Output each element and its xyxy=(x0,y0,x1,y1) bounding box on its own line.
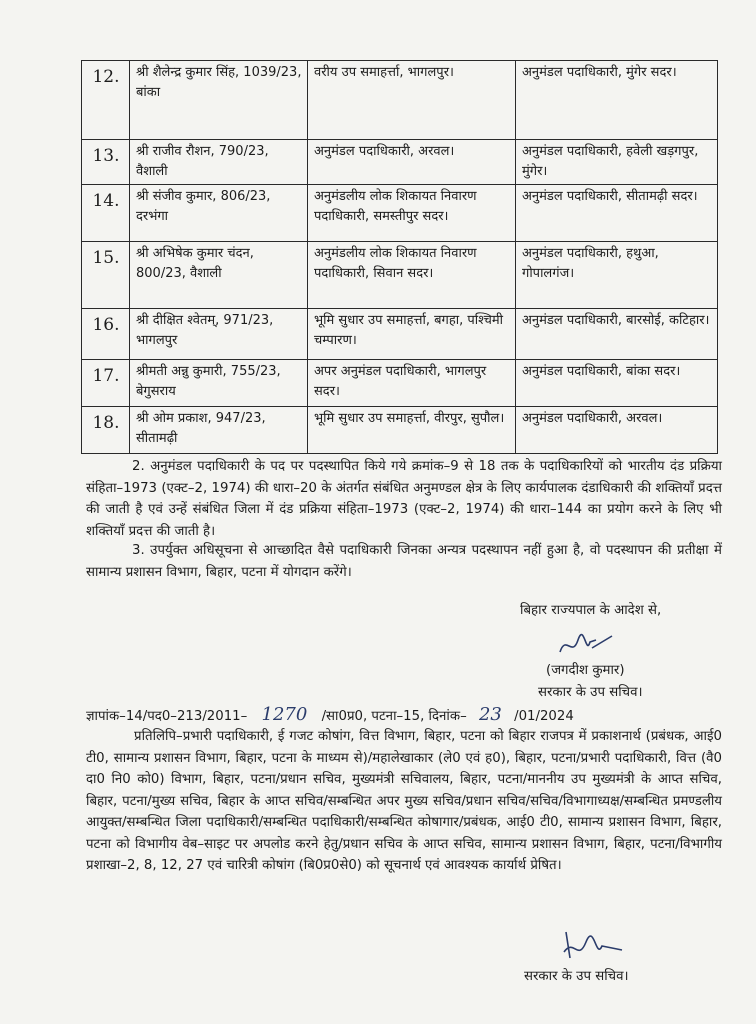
current-post: भूमि सुधार उप समाहर्त्ता, बगहा, पश्चिमी चम्पारण। xyxy=(308,309,516,360)
current-post: भूमि सुधार उप समाहर्त्ता, वीरपुर, सुपौल। xyxy=(308,407,516,454)
officer-name: श्री राजीव रौशन, 790/23, वैशाली xyxy=(130,140,308,185)
officer-name: श्री ओम प्रकाश, 947/23, सीतामढ़ी xyxy=(130,407,308,454)
memo-day-handwritten: 23 xyxy=(478,704,502,725)
new-post: अनुमंडल पदाधिकारी, अरवल। xyxy=(516,407,718,454)
current-post: अपर अनुमंडल पदाधिकारी, भागलपुर सदर। xyxy=(308,360,516,407)
current-post: अनुमंडल पदाधिकारी, अरवल। xyxy=(308,140,516,185)
final-signer-title: सरकार के उप सचिव। xyxy=(524,969,629,984)
table-row xyxy=(82,185,718,242)
new-post: अनुमंडल पदाधिकारी, मुंगेर सदर। xyxy=(516,61,718,140)
paragraph-3: 3. उपर्युक्त अधिसूचना से आच्छादित वैसे पदाधिकारी जिनका अन्यत्र पदस्थापन नहीं हुआ है, वो पदस्थापन की प्रतीक्षा में सामान्य प्रशासन विभाग, बिहार, पटना में योगदान करेंगे। xyxy=(86,543,722,580)
new-post: अनुमंडल पदाधिकारी, सीतामढ़ी सदर। xyxy=(516,185,718,242)
table-row xyxy=(82,407,718,454)
table-row xyxy=(82,360,718,407)
officer-name: श्रीमती अन्नु कुमारी, 755/23, बेगुसराय xyxy=(130,360,308,407)
serial-number: 12. xyxy=(82,61,130,140)
serial-number: 13. xyxy=(82,140,130,185)
table-row xyxy=(82,61,718,140)
table-row xyxy=(82,140,718,185)
copy-distribution: प्रतिलिपि–प्रभारी पदाधिकारी, ई गजट कोषांग, वित्त विभाग, बिहार, पटना को बिहार राजपत्र में प्रकाशनार्थ (प्रबंधक, आई0 टी0, सामान्य प्रशासन विभाग, बिहार, पटना के माध्यम से)/महालेखाकार (ले0 एवं ह0), बिहार, पटना/प्रभारी पदाधिकारी, वित्त (वै0 दा0 नि0 को0) विभाग, बिहार, पटना/प्रधान सचिव, मुख्यमंत्री सचिवालय, बिहार, पटना/माननीय उप मुख्यमंत्री के आप्त सचिव, बिहार, पटना/मुख्य सचिव, बिहार के आप्त सचिव/सम्बन्धित अपर मुख्य सचिव/प्रधान सचिव/सचिव/विभागाध्यक्ष/सम्बन्धित प्रमण्डलीय आयुक्त/सम्बन्धित जिला पदाधिकारी/सम्बन्धित पदाधिकारी/सम्बन्धित कोषागार/प्रबंधक, आई0 टी0, सामान्य प्रशासन विभाग, बिहार, पटना को विभागीय वेब–साइट पर अपलोड करने हेतु/प्रधान सचिव के आप्त सचिव, सामान्य प्रशासन विभाग, बिहार, पटना/विभागीय प्रशाखा–2, 8, 12, 27 एवं चारित्री कोषांग (बि0प्र0से0) को सूचनार्थ एवं आवश्यक कार्यार्थ प्रेषित। xyxy=(86,729,722,873)
memo-number-handwritten: 1270 xyxy=(261,704,308,725)
signer-title: सरकार के उप सचिव। xyxy=(538,685,643,700)
signer-name: (जगदीश कुमार) xyxy=(546,663,625,678)
officer-name: श्री अभिषेक कुमार चंदन, 800/23, वैशाली xyxy=(130,242,308,309)
officer-name: श्री संजीव कुमार, 806/23, दरभंगा xyxy=(130,185,308,242)
new-post: अनुमंडल पदाधिकारी, बारसोई, कटिहार। xyxy=(516,309,718,360)
current-post: अनुमंडलीय लोक शिकायत निवारण पदाधिकारी, समस्तीपुर सदर। xyxy=(308,185,516,242)
signature-icon xyxy=(556,628,616,664)
new-post: अनुमंडल पदाधिकारी, बांका सदर। xyxy=(516,360,718,407)
serial-number: 16. xyxy=(82,309,130,360)
table-row xyxy=(82,242,718,309)
current-post: अनुमंडलीय लोक शिकायत निवारण पदाधिकारी, सिवान सदर। xyxy=(308,242,516,309)
officer-name: श्री शैलेन्द्र कुमार सिंह, 1039/23, बांका xyxy=(130,61,308,140)
table-row xyxy=(82,309,718,360)
memo-middle: /सा0प्र0, पटना–15, दिनांक– xyxy=(321,709,467,724)
governor-order-line: बिहार राज्यपाल के आदेश से, xyxy=(520,603,662,618)
serial-number: 15. xyxy=(82,242,130,309)
serial-number: 17. xyxy=(82,360,130,407)
signature-icon xyxy=(560,924,630,968)
memo-date-rest: /01/2024 xyxy=(514,709,574,724)
current-post: वरीय उप समाहर्त्ता, भागलपुर। xyxy=(308,61,516,140)
new-post: अनुमंडल पदाधिकारी, हवेली खड़गपुर, मुंगेर। xyxy=(516,140,718,185)
memo-prefix: ज्ञापांक–14/पद0–213/2011– xyxy=(86,709,248,724)
postings-table xyxy=(81,60,718,454)
serial-number: 14. xyxy=(82,185,130,242)
serial-number: 18. xyxy=(82,407,130,454)
memo-line xyxy=(86,704,726,728)
officer-name: श्री दीक्षित श्वेतम्, 971/23, भागलपुर xyxy=(130,309,308,360)
paragraph-2: 2. अनुमंडल पदाधिकारी के पद पर पदस्थापित किये गये क्रमांक–9 से 18 तक के पदाधिकारियों को भारतीय दंड प्रक्रिया संहिता–1973 (एक्ट–2, 1974) की धारा–20 के अंतर्गत संबंधित अनुमण्डल क्षेत्र के लिए कार्यपालक दंडाधिकारी की शक्तियाँ प्रदत्त की जाती है एवं उन्हें संबंधित जिला में दंड प्रक्रिया संहिता–1973 (एक्ट–2, 1974) की धारा–144 का प्रयोग करने के लिए भी शक्तियाँ प्रदत्त की जाती है। xyxy=(86,459,722,539)
new-post: अनुमंडल पदाधिकारी, हथुआ, गोपालगंज। xyxy=(516,242,718,309)
